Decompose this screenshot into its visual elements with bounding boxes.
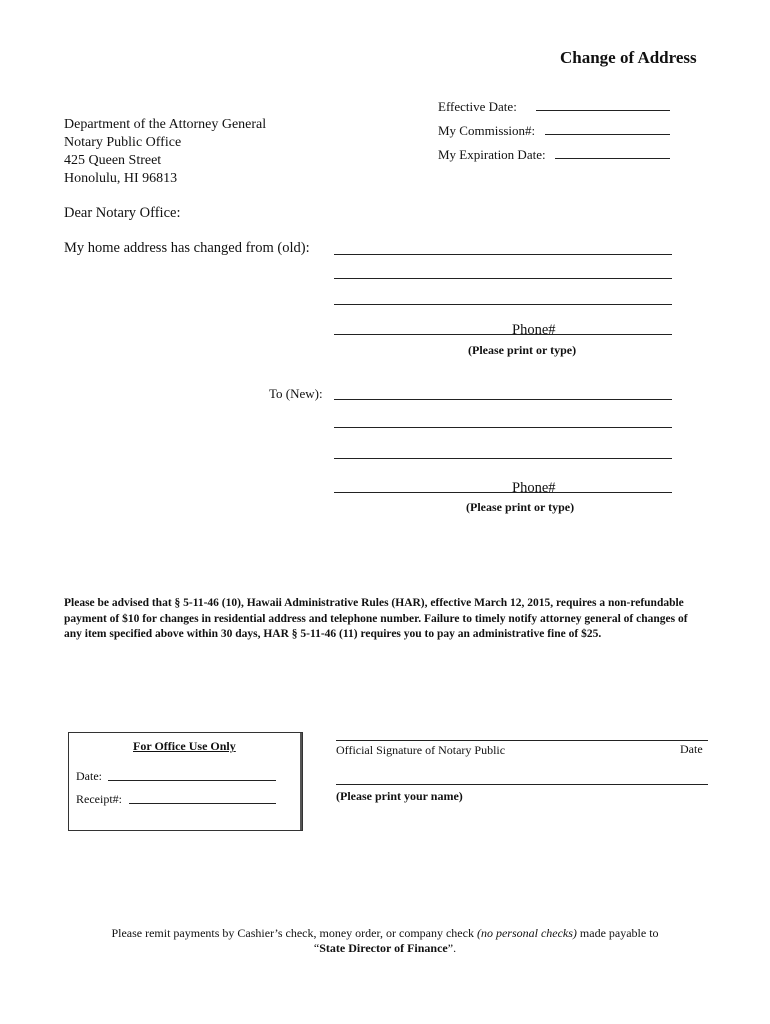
recipient-line-2: Notary Public Office [64,135,182,150]
effective-date-field[interactable] [536,110,670,111]
old-address-label: My home address has changed from (old): [64,240,310,256]
commission-number-field[interactable] [545,134,670,135]
new-address-line-1[interactable] [334,399,672,400]
office-receipt-field[interactable] [129,803,276,804]
old-phone-label: Phone# [512,322,556,338]
new-address-line-2[interactable] [334,427,672,428]
new-phone-label: Phone# [512,480,556,496]
page-title: Change of Address [560,48,697,67]
expiration-date-label: My Expiration Date: [438,147,546,162]
footer-payee: State Director of Finance [319,941,448,955]
office-receipt-label: Receipt#: [76,792,122,806]
signature-label: Official Signature of Notary Public [336,743,506,757]
fee-notice: Please be advised that § 5-11-46 (10), Hawaii Administrative Rules (HAR), effective March 12, 2015, requires a non-refundable payment of $10 for changes in residential address and telephone number. Failure to timely notify attorney general of changes of any item specified above within 30 days, HAR § 5-11-46 (11) requires you to pay an administrative fine of $25. [64,597,688,640]
expiration-date-field[interactable] [555,158,670,159]
footer-payee-line [0,941,770,956]
effective-date-label: Effective Date: [438,99,517,114]
print-name-line[interactable] [336,784,708,785]
old-print-note: (Please print or type) [468,343,577,357]
footer-text-italic: (no personal checks) [476,926,577,940]
footer-text-end: made payable to [576,926,659,940]
new-phone-line[interactable] [334,492,672,493]
office-date-label: Date: [76,769,102,783]
footer-quote-open: “ [313,941,320,955]
salutation: Dear Notary Office: [64,205,181,221]
office-use-title: For Office Use Only [133,739,236,753]
footer-payment-line [0,926,770,941]
print-name-label: (Please print your name) [336,789,463,803]
footer-text-start: Please remit payments by Cashier’s check, money order, or company check [111,926,477,940]
recipient-line-1: Department of the Attorney General [64,117,267,132]
old-address-line-3[interactable] [334,304,672,305]
recipient-line-4: Honolulu, HI 96813 [64,171,178,186]
old-phone-line[interactable] [334,334,672,335]
signature-line[interactable] [336,740,708,741]
footer-quote-close: ”. [447,941,457,955]
signature-date-label: Date [680,742,703,756]
office-date-field[interactable] [108,780,276,781]
new-address-line-3[interactable] [334,458,672,459]
old-address-line-1[interactable] [334,254,672,255]
recipient-line-3: 425 Queen Street [64,153,162,168]
new-address-label: To (New): [269,386,323,401]
commission-number-label: My Commission#: [438,123,536,138]
old-address-line-2[interactable] [334,278,672,279]
new-print-note: (Please print or type) [466,500,575,514]
